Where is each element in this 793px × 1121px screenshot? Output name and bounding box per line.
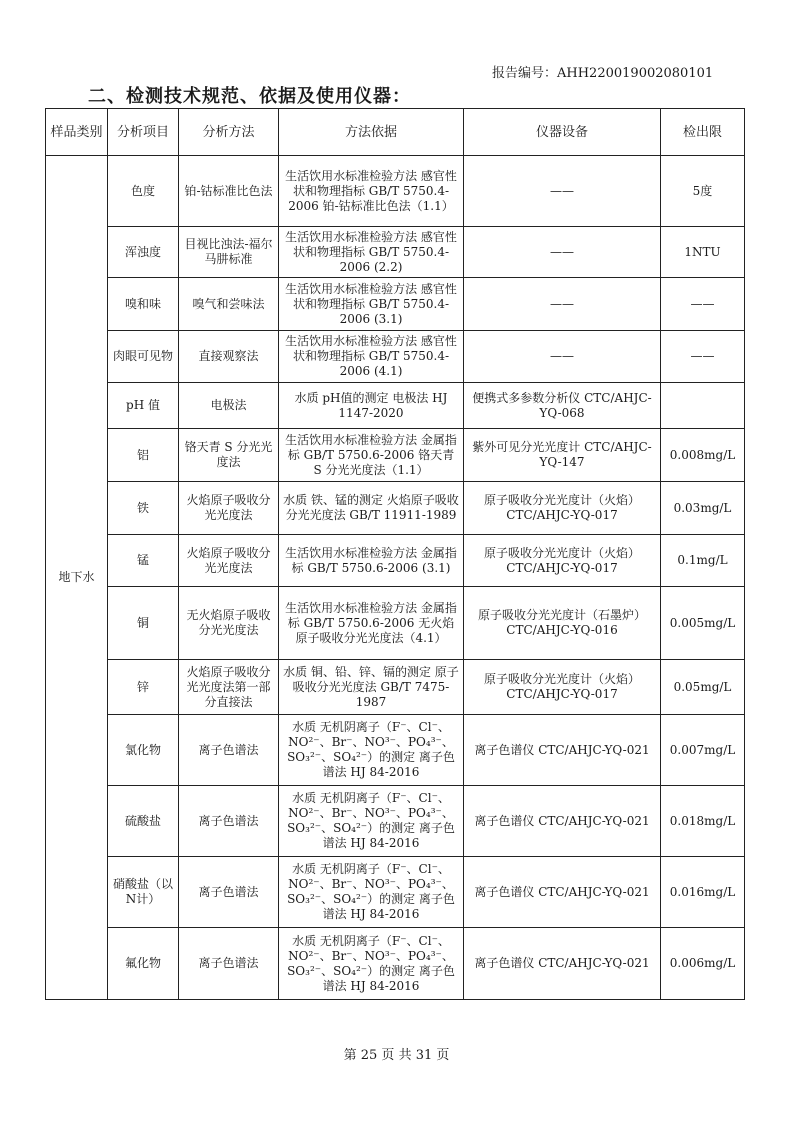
detection-limit: —— (661, 331, 745, 383)
instrument: 离子色谱仪 CTC/AHJC-YQ-021 (464, 715, 661, 786)
method-basis: 水质 无机阴离子（F⁻、Cl⁻、NO²⁻、Br⁻、NO³⁻、PO₄³⁻、SO₃²⁻、SO₄²⁻）的测定 离子色谱法 HJ 84-2016 (279, 786, 464, 857)
analysis-method: 铂-钴标准比色法 (179, 156, 279, 227)
instrument: 便携式多参数分析仪 CTC/AHJC-YQ-068 (464, 383, 661, 429)
method-basis: 水质 铁、锰的测定 火焰原子吸收分光光度法 GB/T 11911-1989 (279, 482, 464, 535)
detection-limit: 0.03mg/L (661, 482, 745, 535)
analysis-item: 锌 (108, 660, 179, 715)
table-row (46, 660, 745, 715)
table-header-row (46, 109, 745, 156)
method-basis: 水质 无机阴离子（F⁻、Cl⁻、NO²⁻、Br⁻、NO³⁻、PO₄³⁻、SO₃²⁻、SO₄²⁻）的测定 离子色谱法 HJ 84-2016 (279, 928, 464, 1000)
detection-limit: 0.018mg/L (661, 786, 745, 857)
method-basis: 生活饮用水标准检验方法 感官性状和物理指标 GB/T 5750.4-2006 (3.1) (279, 278, 464, 331)
instrument: 离子色谱仪 CTC/AHJC-YQ-021 (464, 786, 661, 857)
table-row (46, 331, 745, 383)
table-row (46, 278, 745, 331)
instrument: 离子色谱仪 CTC/AHJC-YQ-021 (464, 928, 661, 1000)
table-row (46, 786, 745, 857)
table-row (46, 383, 745, 429)
analysis-item: 铝 (108, 429, 179, 482)
table-row (46, 156, 745, 227)
table-row (46, 535, 745, 587)
header-instrument: 仪器设备 (464, 109, 661, 156)
method-basis: 生活饮用水标准检验方法 感官性状和物理指标 GB/T 5750.4-2006 (2.2) (279, 227, 464, 278)
analysis-method: 离子色谱法 (179, 715, 279, 786)
instrument: 原子吸收分光光度计（火焰） CTC/AHJC-YQ-017 (464, 482, 661, 535)
detection-limit: 1NTU (661, 227, 745, 278)
table-row (46, 928, 745, 1000)
detection-limit: 0.1mg/L (661, 535, 745, 587)
analysis-item: 硫酸盐 (108, 786, 179, 857)
table-row (46, 429, 745, 482)
analysis-item: 铁 (108, 482, 179, 535)
detection-limit: 0.016mg/L (661, 857, 745, 928)
instrument: 紫外可见分光光度计 CTC/AHJC-YQ-147 (464, 429, 661, 482)
instrument: —— (464, 227, 661, 278)
method-basis: 水质 pH值的测定 电极法 HJ 1147-2020 (279, 383, 464, 429)
analysis-method: 离子色谱法 (179, 928, 279, 1000)
method-basis: 水质 铜、铅、锌、镉的测定 原子吸收分光光度法 GB/T 7475-1987 (279, 660, 464, 715)
detection-limit: 0.05mg/L (661, 660, 745, 715)
method-basis: 生活饮用水标准检验方法 金属指标 GB/T 5750.6-2006 无火焰原子吸收分光光度法（4.1） (279, 587, 464, 660)
instrument: 原子吸收分光光度计（火焰） CTC/AHJC-YQ-017 (464, 535, 661, 587)
analysis-item: 硝酸盐（以N计） (108, 857, 179, 928)
analysis-method: 离子色谱法 (179, 857, 279, 928)
report-number: 报告编号：AHH220019002080101 (492, 66, 714, 81)
analysis-method: 目视比浊法-福尔马肼标准 (179, 227, 279, 278)
analysis-method: 离子色谱法 (179, 786, 279, 857)
method-basis: 生活饮用水标准检验方法 感官性状和物理指标 GB/T 5750.4-2006 铂-钴标准比色法（1.1） (279, 156, 464, 227)
section-title: 二、检测技术规范、依据及使用仪器： (88, 86, 411, 107)
analysis-method: 嗅气和尝味法 (179, 278, 279, 331)
analysis-method: 火焰原子吸收分光光度法第一部分直接法 (179, 660, 279, 715)
header-basis: 方法依据 (279, 109, 464, 156)
instrument: —— (464, 156, 661, 227)
method-basis: 生活饮用水标准检验方法 感官性状和物理指标 GB/T 5750.4-2006 (4.1) (279, 331, 464, 383)
header-item: 分析项目 (108, 109, 179, 156)
table-row (46, 482, 745, 535)
header-method: 分析方法 (179, 109, 279, 156)
analysis-item: 嗅和味 (108, 278, 179, 331)
analysis-item: pH 值 (108, 383, 179, 429)
instrument: —— (464, 331, 661, 383)
page-number: 第 25 页 共 31 页 (343, 1048, 450, 1063)
sample-category: 地下水 (46, 156, 108, 1000)
analysis-method: 电极法 (179, 383, 279, 429)
analysis-method: 直接观察法 (179, 331, 279, 383)
table-row (46, 715, 745, 786)
detection-limit: 0.006mg/L (661, 928, 745, 1000)
detection-limit: 5度 (661, 156, 745, 227)
analysis-item: 氟化物 (108, 928, 179, 1000)
analysis-item: 锰 (108, 535, 179, 587)
analysis-item: 色度 (108, 156, 179, 227)
method-basis: 生活饮用水标准检验方法 金属指标 GB/T 5750.6-2006 (3.1) (279, 535, 464, 587)
method-basis: 生活饮用水标准检验方法 金属指标 GB/T 5750.6-2006 铬天青 S 分光光度法（1.1） (279, 429, 464, 482)
instrument: 原子吸收分光光度计（火焰） CTC/AHJC-YQ-017 (464, 660, 661, 715)
detection-limit: —— (661, 278, 745, 331)
header-category: 样品类别 (46, 109, 108, 156)
method-basis: 水质 无机阴离子（F⁻、Cl⁻、NO²⁻、Br⁻、NO³⁻、PO₄³⁻、SO₃²⁻、SO₄²⁻）的测定 离子色谱法 HJ 84-2016 (279, 715, 464, 786)
analysis-item: 氯化物 (108, 715, 179, 786)
table-row (46, 857, 745, 928)
instrument: —— (464, 278, 661, 331)
analysis-item: 铜 (108, 587, 179, 660)
analysis-method: 火焰原子吸收分光光度法 (179, 482, 279, 535)
instrument: 离子色谱仪 CTC/AHJC-YQ-021 (464, 857, 661, 928)
spec-table (45, 108, 745, 1000)
detection-limit (661, 383, 745, 429)
detection-limit: 0.005mg/L (661, 587, 745, 660)
analysis-method: 无火焰原子吸收分光光度法 (179, 587, 279, 660)
table-row (46, 227, 745, 278)
analysis-method: 火焰原子吸收分光光度法 (179, 535, 279, 587)
detection-limit: 0.008mg/L (661, 429, 745, 482)
instrument: 原子吸收分光光度计（石墨炉） CTC/AHJC-YQ-016 (464, 587, 661, 660)
method-basis: 水质 无机阴离子（F⁻、Cl⁻、NO²⁻、Br⁻、NO³⁻、PO₄³⁻、SO₃²⁻、SO₄²⁻）的测定 离子色谱法 HJ 84-2016 (279, 857, 464, 928)
table-row (46, 587, 745, 660)
detection-limit: 0.007mg/L (661, 715, 745, 786)
analysis-item: 肉眼可见物 (108, 331, 179, 383)
analysis-item: 浑浊度 (108, 227, 179, 278)
header-limit: 检出限 (661, 109, 745, 156)
analysis-method: 铬天青 S 分光光度法 (179, 429, 279, 482)
